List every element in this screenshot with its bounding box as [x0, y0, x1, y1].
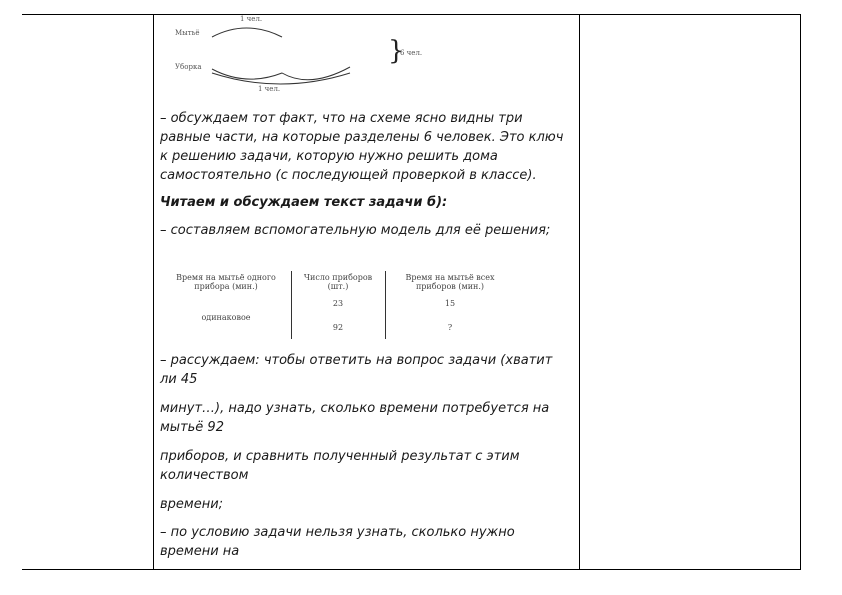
label-total: 6 чел. [400, 49, 423, 57]
aux-divider-2 [385, 271, 386, 339]
label-bottom: 1 чел. [258, 85, 281, 93]
paragraph-reasoning-3: приборов, и сравнить полученный результат с этим количеством [160, 449, 520, 483]
column-divider-2 [579, 15, 580, 569]
aux-cell-count-2: 92 [332, 323, 344, 332]
table-right-border [800, 15, 801, 569]
aux-header-3: Время на мытьё всех приборов (мин.) [405, 273, 495, 291]
paragraph-discussion: – обсуждаем тот факт, что на схеме ясно видны три равные части, на которые разделены 6 человек. Это ключ к решению задачи, которую нужно решить дома самостоятельно (с последующей проверкой в классе). [160, 111, 564, 183]
paragraph-reasoning-1: – рассуждаем: чтобы ответить на вопрос задачи (хватит ли 45 [160, 353, 553, 387]
double-arc [212, 67, 350, 80]
paragraph-task-heading: Читаем и обсуждаем текст задачи б): [160, 195, 448, 210]
auxiliary-model-table [160, 269, 510, 341]
aux-header-1: Время на мытьё одного прибора (мин.) [176, 273, 276, 291]
aux-divider-1 [291, 271, 292, 339]
paragraph-reasoning-2: минут…), надо узнать, сколько времени потребуется на мытьё 92 [160, 401, 550, 435]
brace-icon: } [388, 36, 405, 66]
lesson-table [22, 14, 801, 570]
aux-cell-time-2: ? [447, 323, 453, 332]
label-cleaning: Уборка [175, 63, 202, 71]
column-divider-1 [153, 15, 154, 569]
paragraph-condition: – по условию задачи нельзя узнать, сколько нужно времени на [160, 525, 515, 559]
top-arc [212, 28, 282, 37]
bottom-arc [212, 73, 350, 84]
aux-cell-time-1: 15 [444, 299, 456, 308]
paragraph-reasoning-4: времени; [160, 497, 224, 512]
paragraph-model: – составляем вспомогательную модель для её решения; [160, 223, 551, 238]
label-washing: Мытьё [175, 29, 200, 37]
aux-cell-same: одинаковое [201, 313, 251, 322]
aux-header-2: Число приборов (шт.) [303, 273, 373, 291]
aux-cell-count-1: 23 [332, 299, 344, 308]
scheme-diagram [160, 15, 440, 99]
label-top: 1 чел. [240, 15, 263, 23]
